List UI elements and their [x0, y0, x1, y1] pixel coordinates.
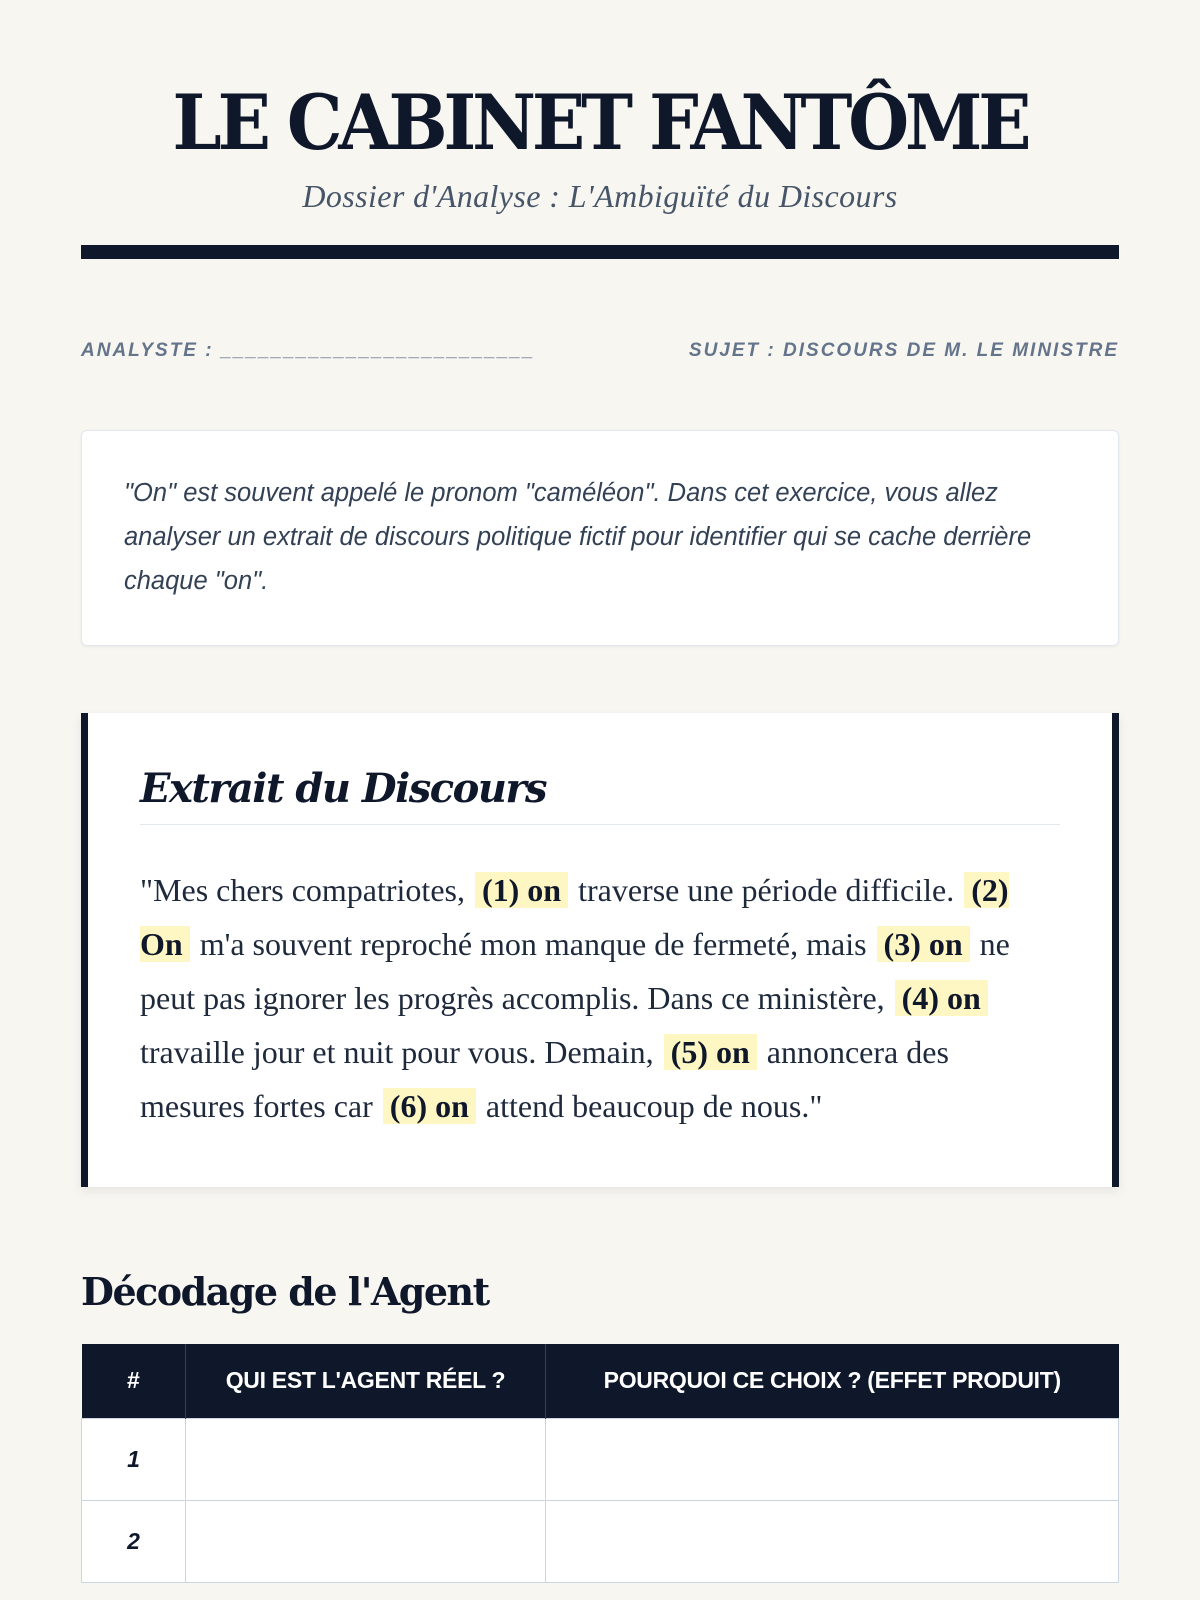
table-row — [82, 1418, 1119, 1500]
pronoun-marker-2: (2) On — [140, 872, 1009, 962]
header-divider — [81, 245, 1119, 259]
row-number: 2 — [82, 1500, 186, 1582]
speech-extract-card — [81, 713, 1119, 1187]
table-row — [82, 1500, 1119, 1582]
pronoun-marker-1: (1) on — [475, 872, 568, 908]
speech-text: attend beaucoup de nous." — [477, 1088, 823, 1124]
meta-row — [81, 340, 1119, 362]
pronoun-marker-3: (3) on — [877, 926, 970, 962]
speech-text: traverse une période difficile. — [570, 872, 963, 908]
decoding-section-title: Décodage de l'Agent — [81, 1269, 489, 1314]
speech-text: m'a souvent reproché mon manque de fermeté, mais — [191, 926, 875, 962]
extract-title: Extrait du Discours — [140, 765, 1060, 825]
row-number: 1 — [82, 1418, 186, 1500]
column-header-agent: QUI EST L'AGENT RÉEL ? — [186, 1344, 546, 1418]
speech-text: ne peut pas ignorer les progrès accomplis. Dans ce ministère, — [140, 926, 1010, 1016]
table-header-row — [82, 1344, 1119, 1418]
pronoun-marker-6: (6) on — [383, 1088, 476, 1124]
column-header-number: # — [82, 1344, 186, 1418]
subject-label: SUJET : DISCOURS DE M. LE MINISTRE — [688, 340, 1119, 361]
speech-text: "Mes chers compatriotes, — [140, 872, 473, 908]
reason-answer-cell[interactable] — [546, 1418, 1119, 1500]
speech-text: annoncera des mesures fortes car — [140, 1034, 949, 1124]
decoding-table — [81, 1344, 1119, 1583]
pronoun-marker-4: (4) on — [895, 980, 988, 1016]
intro-card — [81, 430, 1119, 646]
agent-answer-cell[interactable] — [186, 1418, 546, 1500]
agent-answer-cell[interactable] — [186, 1500, 546, 1582]
masthead — [81, 0, 1119, 215]
speech-text: travaille jour et nuit pour vous. Demain, — [140, 1034, 662, 1070]
intro-text: "On" est souvent appelé le pronom "caméléon". Dans cet exercice, vous allez analyser un extrait de discours politique fictif pour identifier qui se cache derrière chaque "on". — [124, 479, 1032, 595]
page-subtitle: Dossier d'Analyse : L'Ambiguïté du Discours — [302, 178, 898, 214]
pronoun-marker-5: (5) on — [664, 1034, 757, 1070]
analyst-field: ANALYSTE : _________________________ — [81, 340, 536, 361]
extract-text — [140, 863, 1060, 1133]
reason-answer-cell[interactable] — [546, 1500, 1119, 1582]
column-header-reason: POURQUOI CE CHOIX ? (EFFET PRODUIT) — [546, 1344, 1119, 1418]
page-title: LE CABINET FANTÔME — [172, 78, 1028, 167]
